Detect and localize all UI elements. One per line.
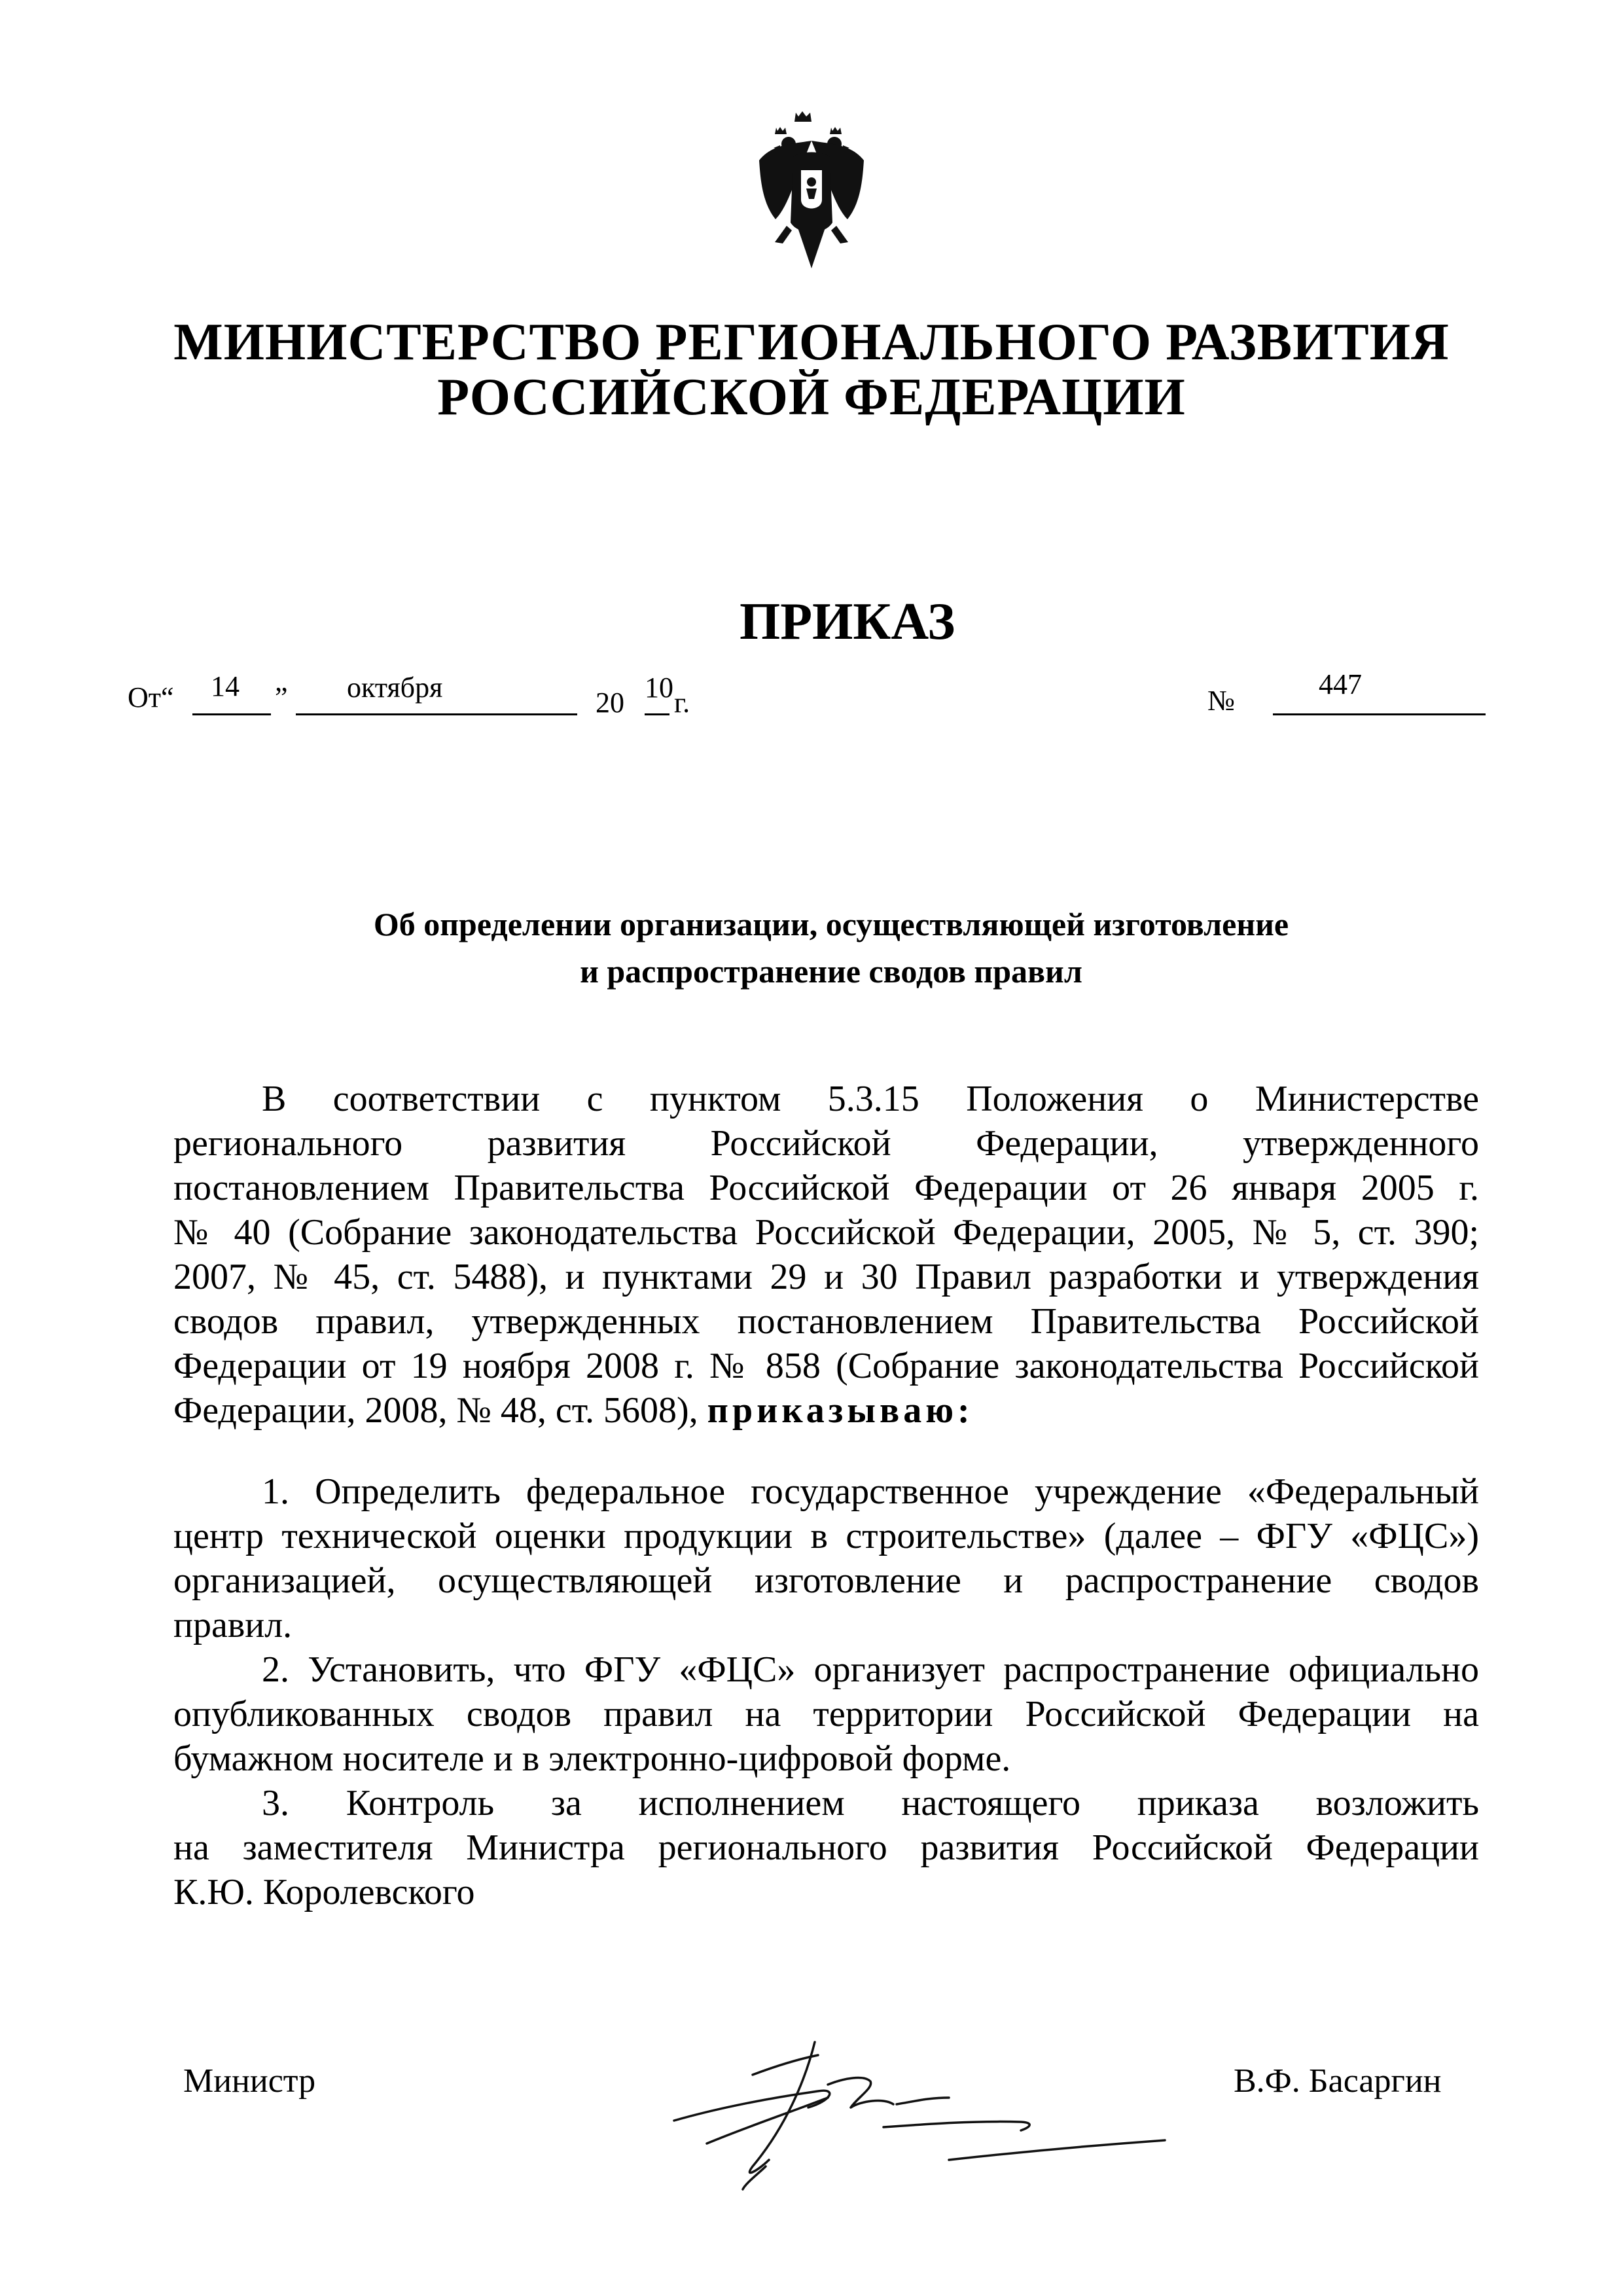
ministry-name-line-2: РОССИЙСКОЙ ФЕДЕРАЦИИ [437, 368, 1186, 426]
document-type-title: ПРИКАЗ [740, 593, 955, 651]
item-2-line: 2. Установить, что ФГУ «ФЦС» организует распространение официально [262, 1649, 1479, 1690]
item-3-line: 3. Контроль за исполнением настоящего приказа возложить [262, 1783, 1479, 1823]
item-2-line: опубликованных сводов правил на территории Российской Федерации на [173, 1694, 1479, 1734]
date-century: 20 [596, 687, 624, 719]
order-directive: приказываю: [707, 1390, 974, 1431]
coat-of-arms-emblem [746, 111, 877, 275]
body-line-final [173, 1388, 1479, 1433]
body-line: регионального развития Российской Федерации, утвержденного [173, 1123, 1479, 1164]
item-1-line: организацией, осуществляющей изготовление и распространение сводов [173, 1560, 1479, 1601]
item-1-line: 1. Определить федеральное государственное учреждение «Федеральный [262, 1471, 1479, 1512]
date-year-suffix: г. [674, 687, 690, 719]
body-line: В соответствии с пунктом 5.3.15 Положения о Министерстве [262, 1079, 1479, 1119]
body-line-text: Федерации, 2008, № 48, ст. 5608), [173, 1390, 698, 1431]
number-underline [1273, 681, 1486, 715]
item-2-line: бумажном носителе и в электронно-цифровой форме. [173, 1738, 1011, 1779]
body-line: 2007, № 45, ст. 5488), и пунктами 29 и 30 Правил разработки и утверждения [173, 1257, 1479, 1297]
date-month: октября [347, 672, 443, 704]
signer-title: Министр [183, 2062, 316, 2100]
handwritten-signature [668, 2036, 1191, 2206]
item-1-line: центр технической оценки продукции в строительстве» (далее – ФГУ «ФЦС») [173, 1516, 1479, 1556]
item-3-line: К.Ю. Королевского [173, 1872, 475, 1912]
body-line: постановлением Правительства Российской Федерации от 26 января 2005 г. [173, 1168, 1479, 1208]
number-value: 447 [1319, 668, 1362, 700]
ministry-name-line-1: МИНИСТЕРСТВО РЕГИОНАЛЬНОГО РАЗВИТИЯ [173, 314, 1450, 371]
body-line: сводов правил, утвержденных постановлением Правительства Российской [173, 1301, 1479, 1342]
date-quote-close: ” [275, 681, 288, 713]
item-1-line: правил. [173, 1605, 293, 1645]
item-3-line: на заместителя Министра регионального развития Российской Федерации [173, 1827, 1479, 1868]
date-year: 10 [645, 672, 673, 704]
date-prefix: От“ [128, 681, 174, 713]
date-day: 14 [211, 670, 240, 702]
subject-line-2: и распространение сводов правил [580, 953, 1082, 990]
number-label: № [1207, 685, 1235, 717]
subject-line-1: Об определении организации, осуществляющей изготовление [373, 906, 1289, 942]
signer-name: В.Ф. Басаргин [1234, 2062, 1442, 2100]
body-line: Федерации от 19 ноября 2008 г. № 858 (Собрание законодательства Российской [173, 1346, 1479, 1386]
body-line: № 40 (Собрание законодательства Российской Федерации, 2005, № 5, ст. 390; [173, 1212, 1479, 1253]
